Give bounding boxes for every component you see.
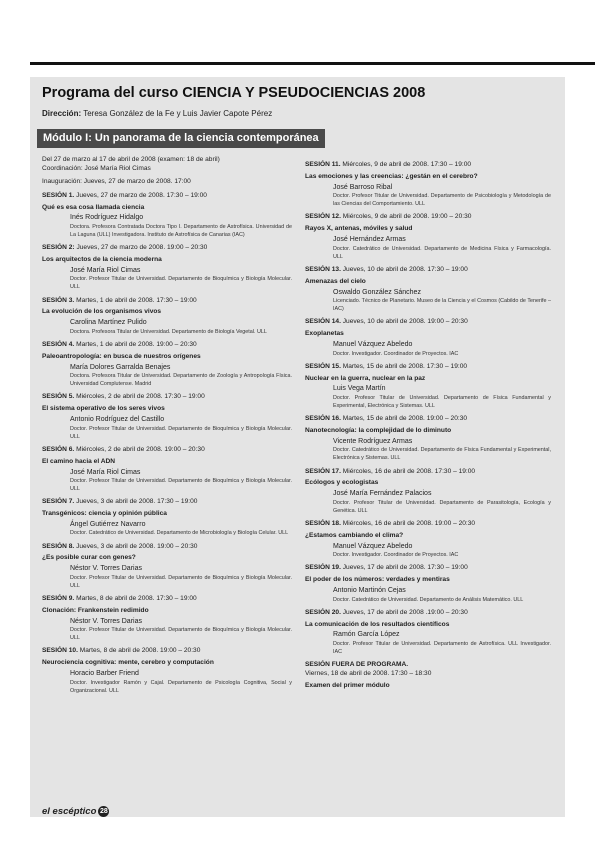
session-speaker: Manuel Vázquez Abeledo	[333, 542, 413, 550]
session-speaker: Néstor V. Torres Darias	[70, 565, 142, 573]
session-speaker: Carolina Martínez Pulido	[70, 319, 147, 327]
session-speaker: José María Riol Cimas	[70, 468, 141, 476]
final-session-topic: Examen del primer módulo	[305, 681, 390, 689]
session-affiliation: Doctor. Investigador Ramón y Cajal. Departamento de Psicología Cognitiva, Social y Organizacional. ULL	[70, 679, 292, 694]
session-heading: SESIÓN 17. Miércoles, 16 de abril de 2008. 17:30 – 19:00	[305, 467, 476, 475]
session-topic: ¿Estamos cambiando el clima?	[305, 531, 404, 539]
session-topic: ¿Es posible curar con genes?	[42, 554, 136, 562]
session-heading: SESIÓN 15. Martes, 15 de abril de 2008. 17:30 – 19:00	[305, 362, 468, 370]
session-heading: SESIÓN 2: Jueves, 27 de marzo de 2008. 19:00 – 20:30	[42, 244, 208, 252]
session-affiliation: Doctor. Catedrático de Universidad. Departamento de Análisis Matemático. ULL	[333, 596, 524, 603]
session-topic: Clonación: Frankenstein redimido	[42, 606, 149, 614]
session-speaker: Néstor V. Torres Darias	[70, 617, 142, 625]
module-heading: Módulo I: Un panorama de la ciencia contemporánea	[37, 129, 325, 148]
session-speaker: Luis Vega Martín	[333, 385, 386, 393]
session-heading: SESIÓN 7. Jueves, 3 de abril de 2008. 17:30 – 19:00	[42, 498, 198, 506]
session-topic: Los arquitectos de la ciencia moderna	[42, 256, 162, 263]
direccion-value: Teresa González de la Fe y Luis Javier Capote Pérez	[81, 109, 273, 118]
session-heading: SESIÓN 9. Martes, 8 de abril de 2008. 17:30 – 19:00	[42, 594, 197, 602]
session-topic: El poder de los números: verdades y mentiras	[305, 576, 450, 584]
session-affiliation: Doctor. Investigador. Coordinador de Proyectos. IAC	[333, 350, 459, 357]
session-speaker: Vicente Rodríguez Armas	[333, 437, 413, 445]
session-topic: Ecólogos y ecologistas	[305, 479, 379, 487]
session-heading: SESIÓN 5. Miércoles, 2 de abril de 2008. 17:30 – 19:00	[42, 393, 205, 401]
session-topic: Exoplanetas	[305, 330, 344, 338]
session-heading: SESIÓN 10. Martes, 8 de abril de 2008. 19:00 – 20:30	[42, 647, 201, 655]
session-affiliation: Doctor. Profesor Titular de Universidad. Departamento de Bioquímica y Biología Molecular. ULL	[70, 425, 292, 440]
session-heading: SESIÓN 4. Martes, 1 de abril de 2008. 19:00 – 20:30	[42, 340, 197, 348]
session-affiliation: Licenciado. Técnico de Planetario. Museo de la Ciencia y el Cosmos (Cabildo de Tenerife – IAC)	[333, 298, 551, 313]
session-speaker: Manuel Vázquez Abeledo	[333, 341, 413, 349]
session-affiliation: Doctor. Profesor Titular de Universidad. Departamento de Psicobiología y Metodología de las Ciencias del Comportamiento. ULL	[333, 193, 551, 208]
session-speaker: Ramón García López	[333, 631, 400, 639]
session-affiliation: Doctor. Investigador. Coordinador de Proyectos. IAC	[333, 552, 459, 559]
session-heading: SESIÓN 14. Jueves, 10 de abril de 2008. 19:00 – 20:30	[305, 318, 468, 326]
session-heading: SESIÓN 11. Miércoles, 9 de abril de 2008. 17:30 – 19:00	[305, 161, 472, 168]
intro-coordination: Coordinación: José María Riol Cimas	[42, 164, 151, 172]
session-heading: SESIÓN 1. Jueves, 27 de marzo de 2008. 17:30 – 19:00	[42, 191, 207, 199]
session-heading: SESIÓN 16. Martes, 15 de abril de 2008. 19:00 – 20:30	[305, 415, 468, 423]
session-affiliation: Doctor. Profesor Titular de Universidad. Departamento de Bioquímica y Biología Molecular. ULL	[70, 627, 292, 642]
session-affiliation: Doctor. Profesor Titular de Universidad. Departamento de Bioquímica y Biología Molecular. ULL	[70, 477, 292, 493]
session-heading: SESIÓN 19. Jueves, 17 de abril de 2008. 17:30 – 19:00	[305, 564, 468, 572]
session-affiliation: Doctor. Profesor Titular de Universidad. Departamento de Física Fundamental y Experimental, Electrónica y Sistemas. ULL	[333, 394, 551, 409]
session-topic: La comunicación de los resultados científicos	[305, 620, 450, 628]
session-heading: SESIÓN 18. Miércoles, 16 de abril de 2008. 19:00 – 20:30	[305, 519, 476, 527]
session-topic: Nuclear en la guerra, nuclear en la paz	[305, 374, 426, 382]
session-affiliation: Doctor. Catedrático de Universidad. Departamento de Física Fundamental y Experimental, Electrónica y Sistemas. ULL	[333, 447, 551, 462]
session-topic: El sistema operativo de los seres vivos	[42, 405, 165, 413]
session-affiliation: Doctora. Profesora Contratada Doctora Tipo I. Departamento de Astrofísica. Universidad de La Laguna (ULL) Investigadora. Instituto de Astrofísica de Canarias (IAC)	[70, 223, 292, 238]
right-column	[305, 156, 551, 691]
session-topic: Neurociencia cognitiva: mente, cerebro y computación	[42, 659, 214, 667]
session-heading: SESIÓN 12. Miércoles, 9 de abril de 2008. 19:00 – 20:30	[305, 213, 472, 221]
session-speaker: José María Riol Cimas	[70, 266, 141, 274]
session-heading: SESIÓN 8. Jueves, 3 de abril de 2008. 19:00 – 20:30	[42, 542, 198, 550]
session-heading: SESIÓN 20. Jueves, 17 de abril de 2008 .19:00 – 20:30	[305, 608, 468, 616]
session-topic: Rayos X, antenas, móviles y salud	[305, 225, 413, 233]
right-session-list	[305, 161, 551, 656]
session-topic: Las emociones y las creencias: ¿gestán en el cerebro?	[305, 172, 478, 180]
session-topic: Qué es esa cosa llamada ciencia	[42, 203, 145, 211]
final-session-label: SESIÓN FUERA DE PROGRAMA.	[305, 661, 409, 669]
session-topic: Nanotecnología: la complejidad de lo diminuto	[305, 426, 452, 434]
session-heading: SESIÓN 6. Miércoles, 2 de abril de 2008. 19:00 – 20:30	[42, 445, 205, 453]
intro-dates: Del 27 de marzo al 17 de abril de 2008 (examen: 18 de abril)	[42, 156, 220, 163]
session-speaker: Antonio Rodríguez del Castillo	[70, 416, 165, 424]
session-topic: El camino hacia el ADN	[42, 457, 116, 465]
session-affiliation: Doctor. Catedrático de Universidad. Departamento de Microbiología y Biología Celular. ULL	[70, 530, 289, 537]
session-speaker: Inés Rodríguez Hidalgo	[70, 214, 144, 222]
session-affiliation: Doctor. Profesor Titular de Universidad. Departamento de Astrofísica. ULL Investigador. IAC	[333, 640, 551, 655]
session-speaker: Ángel Gutiérrez Navarro	[70, 520, 146, 528]
top-rule	[30, 62, 595, 65]
intro-inauguration: Inauguración: Jueves, 27 de marzo de 2008. 17:00	[42, 177, 191, 185]
direccion-label: Dirección:	[42, 109, 82, 118]
session-speaker: José Hernández Armas	[333, 236, 406, 244]
session-speaker: María Dolores Garralda Benajes	[70, 363, 171, 371]
page-number: 28	[99, 808, 108, 815]
footer-magazine: el escéptico 28	[42, 806, 108, 818]
session-speaker: José Barroso Ribal	[333, 183, 393, 191]
session-speaker: Antonio Martinón Cejas	[333, 587, 406, 595]
session-speaker: Oswaldo González Sánchez	[333, 288, 421, 296]
session-topic: La evolución de los organismos vivos	[42, 308, 162, 316]
session-topic: Amenazas del cielo	[305, 277, 366, 285]
session-affiliation: Doctor. Profesor Titular de Universidad. Departamento de Bioquímica y Biología Molecular. ULL	[70, 276, 292, 291]
left-column	[42, 156, 292, 695]
session-speaker: Horacio Barber Friend	[70, 670, 139, 678]
session-heading: SESIÓN 3. Martes, 1 de abril de 2008. 17:30 – 19:00	[42, 296, 197, 304]
session-heading: SESIÓN 13. Jueves, 10 de abril de 2008. 17:30 – 19:00	[305, 265, 468, 273]
session-topic: Paleoantropología: en busca de nuestros orígenes	[42, 352, 201, 360]
session-topic: Transgénicos: ciencia y opinión pública	[42, 510, 167, 518]
session-affiliation: Doctor. Catedrático de Universidad. Departamento de Medicina Física y Farmacología. ULL	[333, 245, 551, 260]
session-affiliation: Doctora. Profesora Titular de Universidad. Departamento de Biología Vegetal. ULL	[70, 328, 267, 335]
session-affiliation: Doctor. Profesor Titular de Universidad. Departamento de Parasitología, Ecología y Genética. ULL	[333, 499, 551, 514]
left-session-list	[42, 192, 292, 695]
session-speaker: José María Fernández Palacios	[333, 490, 432, 498]
session-affiliation: Doctora. Profesora Titular de Universidad. Departamento de Zoología y Antropología Física. Universidad Complutense. Madrid	[70, 373, 292, 388]
direccion-line	[42, 109, 272, 118]
final-session-date: Viernes, 18 de abril de 2008. 17:30 – 18:30	[305, 669, 432, 677]
page-title: Programa del curso CIENCIA Y PSEUDOCIENCIAS 2008	[42, 85, 426, 101]
session-affiliation: Doctor. Profesor Titular de Universidad. Departamento de Bioquímica y Biología Molecular. ULL	[70, 574, 292, 589]
